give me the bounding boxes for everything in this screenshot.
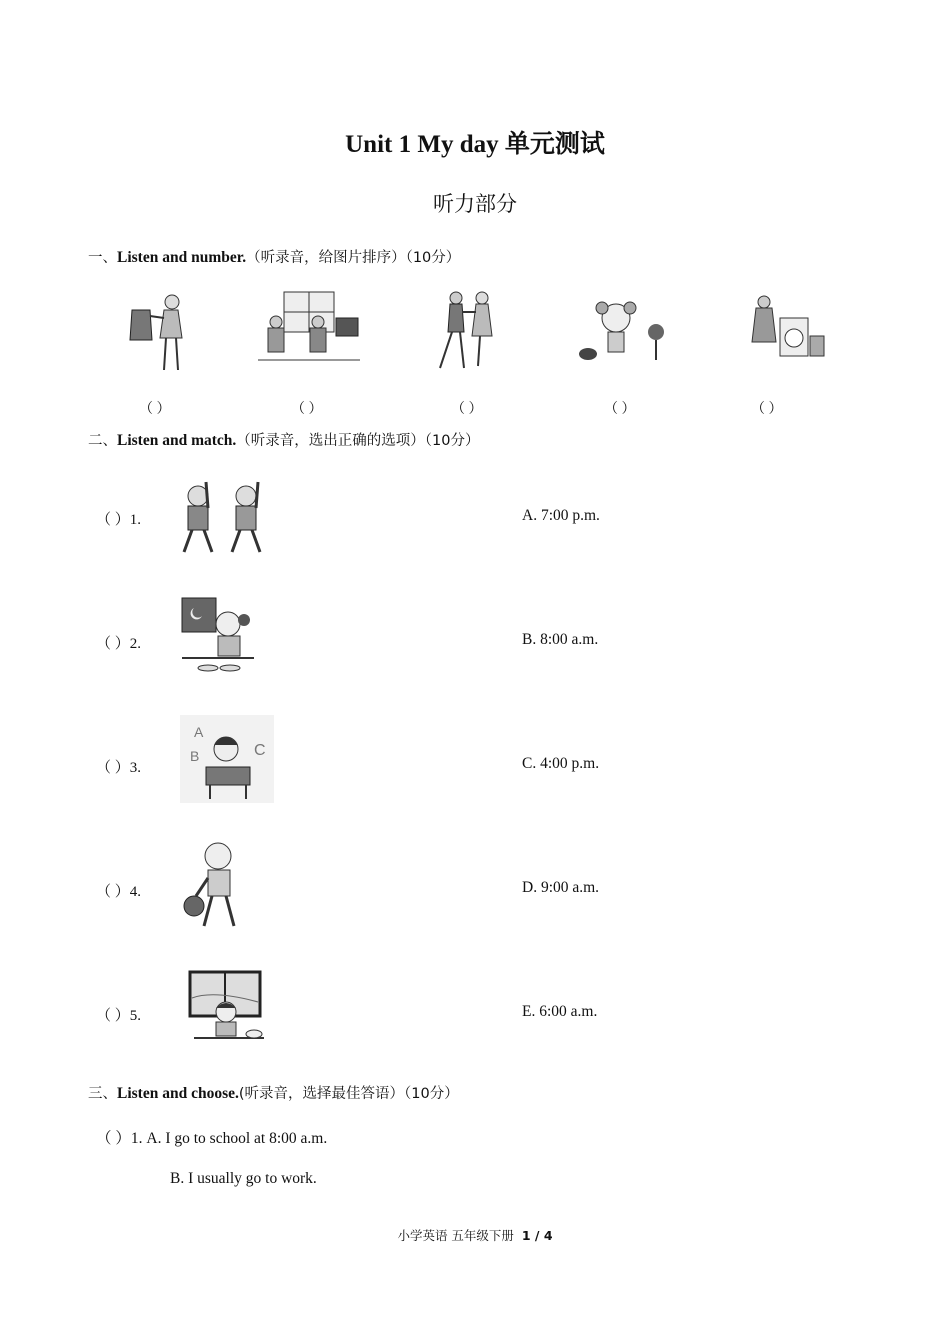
kids-exercising-icon [172,476,276,558]
answer-blank[interactable]: （ ） [96,1008,130,1024]
boy-playing-basketball-icon [180,838,256,934]
family-cleaning-icon [254,288,354,374]
answer-blank[interactable]: （ ） [139,402,171,417]
answer-blank[interactable]: （ ） [96,760,130,776]
answer-blank[interactable]: （ ） [96,636,130,652]
page-subtitle: 听力部分 [433,192,517,216]
answer-blank[interactable]: （ ） [291,402,323,417]
boy-at-breakfast-icon [184,968,268,1056]
section2-heading: 二、Listen and match.（听录音，选出正确的选项）（10分） [88,432,480,449]
svg-text:B: B [190,748,200,764]
svg-text:C: C [254,742,266,759]
answer-blank[interactable]: （ ） [751,402,783,417]
match-item-5: （ ）5. [96,1008,142,1024]
option-d: D. 9:00 a.m. [522,879,600,896]
option-e: E. 6:00 a.m. [522,1003,598,1020]
section3-heading: 三、Listen and choose.(听录音，选择最佳答语）（10分） [88,1085,459,1102]
option-a: A. 7:00 p.m. [522,507,600,524]
option-b: B. 8:00 a.m. [522,631,599,648]
page-number: 1 / 4 [521,1228,553,1243]
match-item-1: （ ）1. [96,512,142,528]
girl-eating-dinner-icon [178,594,258,684]
answer-blank[interactable]: （ ） [604,402,636,417]
answer-blank[interactable]: （ ） [451,402,483,417]
woman-with-clothes-icon [120,288,220,374]
woman-washing-clothes-icon [736,288,836,374]
section1-heading: 一、Listen and number.（听录音，给图片排序）（10分） [88,249,461,266]
question-1-option-b: B. I usually go to work. [170,1170,317,1187]
girl-with-dog-icon [574,288,674,374]
answer-blank[interactable]: （ ） [96,512,130,528]
match-item-3: （ ）3. [96,760,142,776]
answer-blank[interactable]: （ ） [96,884,130,900]
page-title: Unit 1 My day 单元测试 [345,131,605,158]
answer-blank[interactable]: （ ） [96,1130,131,1147]
dancing-couple-icon [428,288,528,374]
girl-studying-abc-icon [180,715,274,803]
question-1: （ ）1. A. I go to school at 8:00 a.m. [96,1130,328,1147]
match-item-4: （ ）4. [96,884,142,900]
match-item-2: （ ）2. [96,636,142,652]
page-footer: 小学英语 五年级下册 1 / 4 [397,1228,553,1243]
option-c: C. 4:00 p.m. [522,755,600,772]
svg-text:A: A [194,724,204,740]
